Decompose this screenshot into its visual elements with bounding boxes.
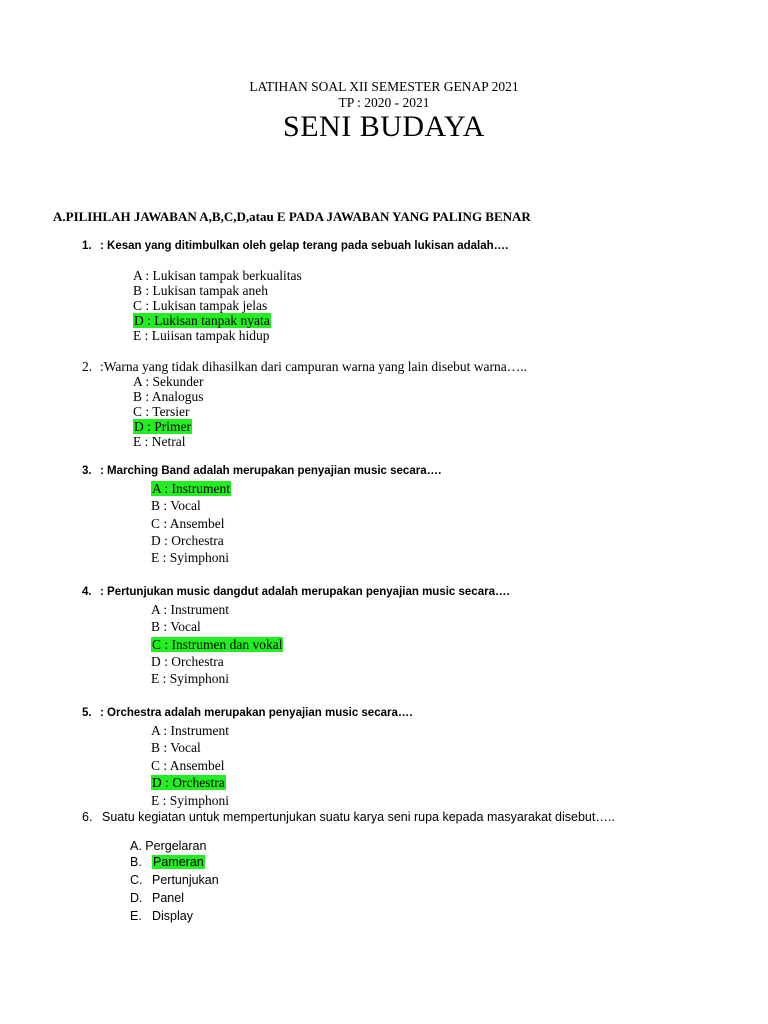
q5-option-e: E : Syimphoni <box>151 793 230 808</box>
question-text: : Marching Band adalah merupakan penyajian music secara…. <box>100 465 442 477</box>
q4-option-d: D : Orchestra <box>151 654 224 669</box>
option-letter: E. <box>130 909 142 923</box>
q6-option-a <box>130 839 206 854</box>
option-letter: C. <box>130 873 143 887</box>
q2-option-e: E : Netral <box>133 434 186 449</box>
section-instruction: A.PILIHLAH JAWABAN A,B,C,D,atau E PADA JAWABAN YANG PALING BENAR <box>53 209 531 224</box>
q3-option-d: D : Orchestra <box>151 533 224 548</box>
q3-option-e: E : Syimphoni <box>151 550 230 565</box>
correct-answer-highlight: C : Instrumen dan vokal <box>152 637 283 652</box>
option-letter: B. <box>130 855 142 869</box>
q6-option-e <box>130 909 193 924</box>
correct-answer-highlight: D : Orchestra <box>152 775 225 790</box>
q3-option-c: C : Ansembel <box>151 516 225 531</box>
q2-option-a: A : Sekunder <box>133 374 204 389</box>
option-letter: D. <box>130 891 143 905</box>
question-text: : Kesan yang ditimbulkan oleh gelap terang pada sebuah lukisan adalah…. <box>100 240 509 252</box>
q2-option-d <box>133 419 192 434</box>
q1-option-c: C : Lukisan tampak jelas <box>133 298 268 313</box>
q1-option-b: B : Lukisan tampak aneh <box>133 283 268 298</box>
q3-option-a <box>151 481 231 496</box>
q2-option-b: B : Analogus <box>133 389 204 404</box>
option-letter: A. <box>130 839 142 853</box>
exam-header-line1: LATIHAN SOAL XII SEMESTER GENAP 2021 <box>249 79 519 94</box>
q5-option-b: B : Vocal <box>151 740 201 755</box>
q6-option-d <box>130 891 184 906</box>
correct-answer-highlight: D : Primer <box>134 419 191 434</box>
question-text: : Pertunjukan music dangdut adalah merupakan penyajian music secara…. <box>100 586 510 598</box>
correct-answer-highlight: A : Instrument <box>152 481 230 496</box>
q4-option-b: B : Vocal <box>151 619 201 634</box>
question-number: 6. <box>82 810 93 824</box>
q5-option-d <box>151 775 226 790</box>
q4-option-e: E : Syimphoni <box>151 671 230 686</box>
q3-option-b: B : Vocal <box>151 498 201 513</box>
question-number: 4. <box>82 586 92 598</box>
option-text: Pergelaran <box>145 839 207 853</box>
q5-option-a: A : Instrument <box>151 723 229 738</box>
q4-option-a: A : Instrument <box>151 602 229 617</box>
question-text: Suatu kegiatan untuk mempertunjukan suatu karya seni rupa kepada masyarakat disebut….. <box>102 810 615 824</box>
correct-answer-highlight: D : Lukisan tanpak nyata <box>134 313 270 328</box>
question-text: :Warna yang tidak dihasilkan dari campuran warna yang lain disebut warna….. <box>100 359 528 374</box>
q4-option-c <box>151 637 283 652</box>
question-number: 3. <box>82 465 92 477</box>
q1-option-a: A : Lukisan tampak berkualitas <box>133 268 302 283</box>
option-text: Panel <box>152 891 184 905</box>
q1-option-e: E : Luiisan tampak hidup <box>133 328 270 343</box>
question-number: 1. <box>82 240 92 252</box>
correct-answer-highlight: Pameran <box>153 855 204 869</box>
option-text: Pertunjukan <box>152 873 219 887</box>
q2-option-c: C : Tersier <box>133 404 190 419</box>
q6-option-c <box>130 873 219 888</box>
question-number: 2. <box>82 359 93 374</box>
q1-option-d <box>133 313 271 328</box>
question-text: : Orchestra adalah merupakan penyajian music secara…. <box>100 707 413 719</box>
subject-title: SENI BUDAYA <box>283 110 485 143</box>
q6-option-b <box>130 855 205 870</box>
question-number: 5. <box>82 707 92 719</box>
option-text: Display <box>152 909 193 923</box>
exam-header-line2: TP : 2020 - 2021 <box>338 95 430 110</box>
q5-option-c: C : Ansembel <box>151 758 225 773</box>
